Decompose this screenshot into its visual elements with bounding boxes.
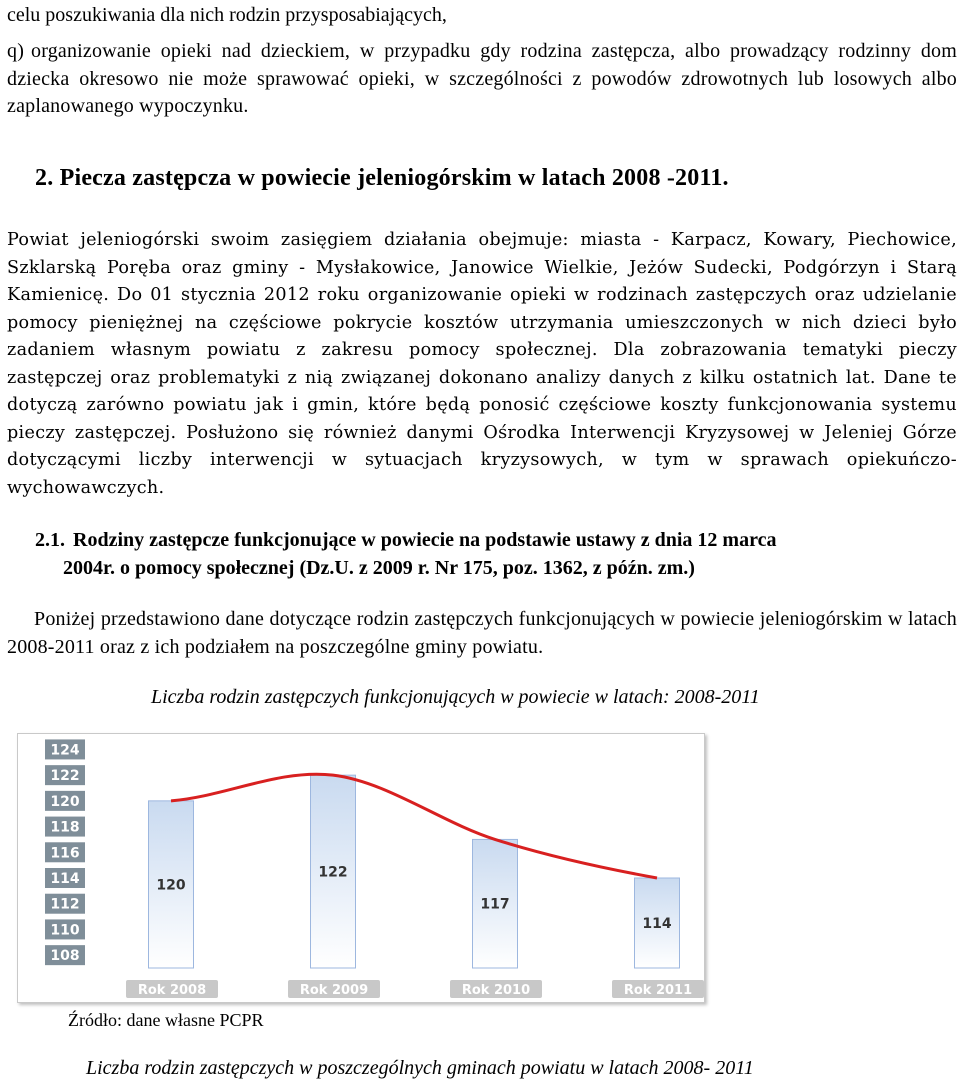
y-tick-label: 112 <box>50 896 80 913</box>
x-category <box>126 980 218 998</box>
y-tick <box>45 945 85 965</box>
x-category-label: Rok 2008 <box>137 983 207 998</box>
y-tick <box>45 791 85 811</box>
section-title-line1: Rodziny zastępcze funkcjonujące w powiecie na podstawie ustawy z dnia 12 marca <box>73 529 777 551</box>
section-title-line2: 2004r. o pomocy społecznej (Dz.U. z 2009 r. Nr 175, poz. 1362, z późn. zm.) <box>63 557 695 579</box>
y-tick-label: 110 <box>50 922 80 939</box>
bar-chart <box>17 733 705 1003</box>
y-tick <box>45 817 85 837</box>
x-category-label: Rok 2009 <box>299 983 369 998</box>
section-number: 2.1. <box>35 529 65 551</box>
y-tick <box>45 842 85 862</box>
y-tick <box>45 894 85 914</box>
intro-line: celu poszukiwania dla nich rodzin przysposabiających, <box>7 4 447 26</box>
y-tick-label: 120 <box>50 793 80 810</box>
y-tick-label: 118 <box>50 819 80 836</box>
paragraph-text: Poniżej przedstawiono dane dotyczące rodzin zastępczych funkcjonujących w powiecie jeleniogórskim w latach 2008-2011 oraz z ich podziałem na poszczególne gminy powiatu. <box>7 608 957 658</box>
chart-frame <box>17 733 705 1003</box>
bar-value-label: 122 <box>318 864 348 881</box>
y-tick-label: 116 <box>50 845 80 862</box>
x-category <box>288 980 380 998</box>
y-tick-label: 122 <box>50 768 80 785</box>
y-tick-label: 124 <box>50 742 80 759</box>
section-2-heading: 2. Piecza zastępcza w powiecie jeleniogórskim w latach 2008 -2011. <box>35 165 729 191</box>
x-category-label: Rok 2011 <box>623 983 693 998</box>
chart-caption: Liczba rodzin zastępczych funkcjonujących w powiecie w latach: 2008-2011 <box>151 686 760 708</box>
trend-line <box>171 774 657 878</box>
list-marker: q) <box>7 40 25 62</box>
bar-value-label: 114 <box>642 916 672 932</box>
y-tick-label: 108 <box>50 948 80 965</box>
paragraph-powiat: Powiat jeleniogórski swoim zasięgiem działania obejmuje: miasta - Karpacz, Kowary, Piechowice, Szklarską Poręba oraz gminy - Mysłakowice, Janowice Wielkie, Jeżów Sudecki, Podgórzyn i Starą Kamienicę. Do 01 stycznia 2012 roku organizowanie opieki w rodzinach zastępczych oraz udzielanie pomocy pieniężnej na częściowe pokrycie kosztów utrzymania umieszczonych w nich dzieci było zadaniem własnym powiatu z zakresu pomocy społecznej. Dla zobrazowania tematyki pieczy zastępczej oraz problematyki z nią związanej dokonano analizy danych z kilku ostatnich lat. Dane te dotyczą zarówno powiatu jak i gmin, które będą ponosić częściowe koszty funkcjonowania systemu pieczy zastępczej. Posłużono się również danymi Ośrodka Interwencji Kryzysowej w Jeleniej Górze dotyczącymi liczby interwencji w sytuacjach kryzysowych, w tym w sprawach opiekuńczo-wychowawczych. <box>7 230 957 498</box>
y-tick <box>45 919 85 939</box>
y-tick <box>45 868 85 888</box>
x-category <box>612 980 704 998</box>
y-tick-label: 114 <box>50 871 80 887</box>
x-category <box>450 980 542 998</box>
list-item-text: organizowanie opieki nad dzieckiem, w przypadku gdy rodzina zastępcza, albo prowadzący rodzinny dom dziecka okresowo nie może sprawować opieki, w szczególności z powodów zdrowotnych lub losowych albo zaplanowanego wypoczynku. <box>7 40 957 117</box>
bar-value-label: 117 <box>480 896 510 913</box>
list-item-q <box>7 38 957 121</box>
bar-value-label: 120 <box>156 877 186 894</box>
y-tick <box>45 739 85 759</box>
source-note: Źródło: dane własne PCPR <box>68 1010 264 1030</box>
section-2-1-heading <box>35 526 957 582</box>
paragraph-intro-chart <box>7 606 957 661</box>
bottom-caption: Liczba rodzin zastępczych w poszczególnych gminach powiatu w latach 2008- 2011 <box>86 1057 754 1079</box>
x-category-label: Rok 2010 <box>461 983 531 998</box>
y-tick <box>45 765 85 785</box>
